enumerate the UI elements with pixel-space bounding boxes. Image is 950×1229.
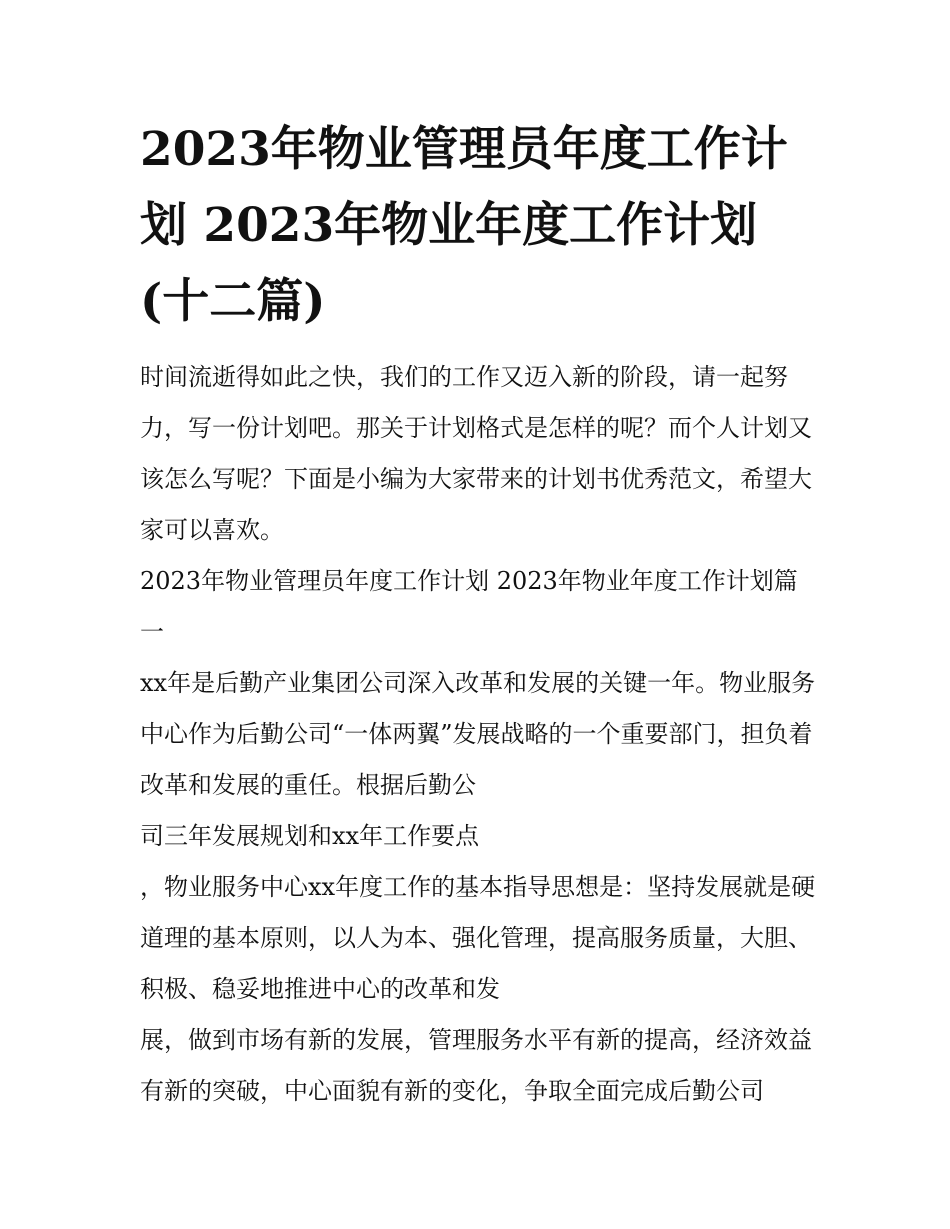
- body-paragraph-2: 司三年发展规划和xx年工作要点: [140, 822, 480, 850]
- document-title: 2023年物业管理员年度工作计划 2023年物业年度工作计划(十二篇): [140, 122, 788, 329]
- section-heading: 2023年物业管理员年度工作计划 2023年物业年度工作计划篇一: [140, 567, 798, 646]
- intro-paragraph: 时间流逝得如此之快，我们的工作又迈入新的阶段，请一起努力，写一份计划吧。那关于计划格式是怎样的呢？而个人计划又该怎么写呢？下面是小编为大家带来的计划书优秀范文，希望大家可以喜欢。: [140, 363, 812, 544]
- body-paragraph-3: ，物业服务中心xx年度工作的基本指导思想是：坚持发展就是硬道理的基本原则，以人为本、强化管理，提高服务质量，大胆、积极、稳妥地推进中心的改革和发: [140, 873, 816, 1003]
- body-paragraph-4: 展，做到市场有新的发展，管理服务水平有新的提高，经济效益有新的突破，中心面貌有新的变化，争取全面完成后勤公司: [140, 1026, 812, 1105]
- document-page: [140, 112, 820, 1117]
- body-paragraph-1: xx年是后勤产业集团公司深入改革和发展的关键一年。物业服务中心作为后勤公司“一体两翼”发展战略的一个重要部门，担负着改革和发展的重任。根据后勤公: [140, 669, 816, 799]
